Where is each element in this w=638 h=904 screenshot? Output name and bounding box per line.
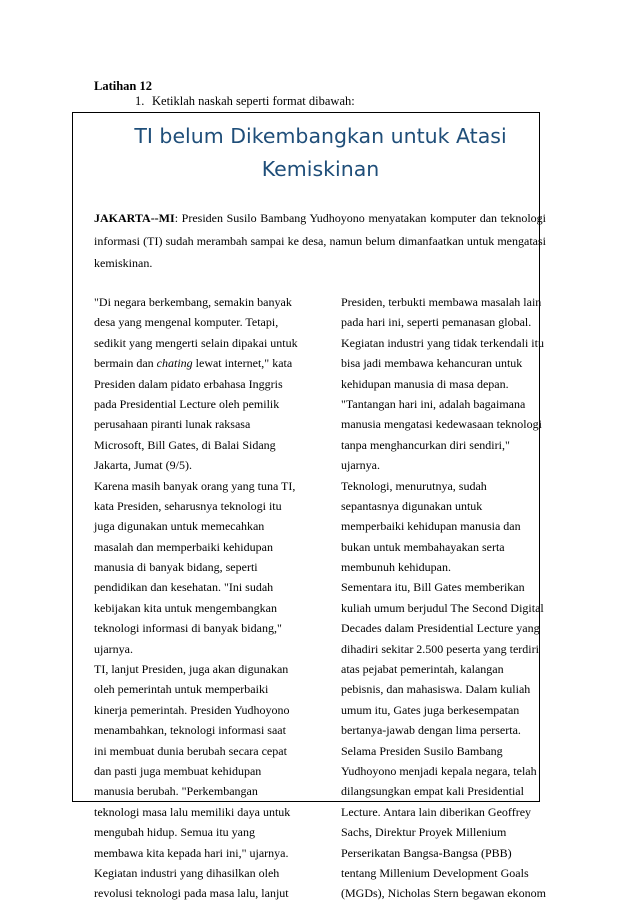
article-text-line: "Tantangan hari ini, adalah bagaimana (341, 396, 526, 411)
article-text-line: revolusi teknologi pada masa lalu, lanjut (94, 886, 289, 901)
article-title-line-1: TI belum Dikembangkan untuk Atasi (134, 124, 507, 148)
exercise-heading: Latihan 12 (94, 79, 153, 93)
article-text-line: teknologi informasi di banyak bidang," (94, 621, 282, 636)
article-text-line: TI, lanjut Presiden, juga akan digunakan (94, 662, 289, 677)
article-text-line: pada Presidential Lecture oleh pemilik (94, 396, 280, 411)
article-text-line: Karena masih banyak orang yang tuna TI, (94, 478, 296, 493)
instruction-text: Ketiklah naskah seperti format dibawah: (152, 94, 355, 108)
article-text-line: kata Presiden, seharusnya teknologi itu (94, 498, 282, 513)
instruction-item (135, 94, 355, 109)
article-text-line: Jakarta, Jumat (9/5). (94, 458, 192, 473)
article-text-line: Lecture. Antara lain diberikan Geoffrey (341, 804, 532, 819)
article-text-line: Sementara itu, Bill Gates memberikan (341, 580, 525, 595)
article-text-line: perusahaan piranti lunak raksasa (94, 417, 251, 432)
article-lead (94, 207, 546, 275)
article-text-line: Yudhoyono menjadi kepala negara, telah (341, 763, 537, 778)
article-text-line: kinerja pemerintah. Presiden Yudhoyono (94, 702, 290, 717)
article-text-line: Sachs, Direktur Proyek Millenium (341, 825, 507, 840)
article-text-line: dan pasti juga membuat kehidupan (94, 763, 262, 778)
article-text-line: dihadiri sekitar 2.500 peserta yang terdiri (341, 641, 539, 656)
article-text-line: ujarnya. (94, 641, 133, 656)
article-text-line: tanpa menghancurkan diri sendiri," (341, 437, 510, 452)
article-text-line: teknologi masa lalu memiliki daya untuk (94, 804, 291, 819)
article-text-line: bisa jadi membawa kehancuran untuk (341, 356, 523, 371)
article-text-line: desa yang mengenal komputer. Tetapi, (94, 315, 279, 330)
article-text-line: mengubah hidup. Semua itu yang (94, 825, 255, 840)
article-left-column (94, 292, 319, 904)
article-text-line: sepantasnya digunakan untuk (341, 498, 483, 513)
article-text-line: pebisnis, dan mahasiswa. Dalam kuliah (341, 682, 531, 697)
article-text-line: Presiden, terbukti membawa masalah lain (341, 295, 542, 309)
article-text-line: pada hari ini, seperti pemanasan global. (341, 315, 532, 330)
article-text-line: (MGDs), Nicholas Stern begawan ekonom (341, 886, 546, 901)
article-text-line: Kegiatan industri yang dihasilkan oleh (94, 865, 280, 880)
article-title (72, 120, 569, 186)
article-text-line: manusia mengatasi kedewasaan teknologi (341, 417, 542, 432)
article-text-line: Perserikatan Bangsa-Bangsa (PBB) (341, 845, 512, 860)
article-text-line: Teknologi, menurutnya, sudah (341, 478, 487, 493)
article-text-line: tentang Millenium Development Goals (341, 865, 529, 880)
article-title-line-2: Kemiskinan (261, 157, 380, 181)
article-text-line: ujarnya. (341, 458, 380, 473)
article-text-line: bertanya-jawab dengan lima perserta. (341, 723, 521, 738)
article-text-line: bukan untuk membahayakan serta (341, 539, 505, 554)
article-text-line: juga digunakan untuk memecahkan (94, 519, 265, 534)
article-text-line: kuliah umum berjudul The Second Digital (341, 600, 544, 615)
article-text-line: memperbaiki kehidupan manusia dan (341, 519, 521, 534)
article-text-line: menambahkan, teknologi informasi saat (94, 723, 286, 738)
article-text-line: ini membuat dunia berubah secara cepat (94, 743, 287, 758)
article-text-line: umum itu, Gates juga berkesempatan (341, 702, 520, 717)
article-text-line: bermain dan chating lewat internet," kata (94, 356, 293, 371)
article-text-line: "Di negara berkembang, semakin banyak (94, 295, 292, 309)
article-text-line: manusia di banyak bidang, seperti (94, 560, 258, 575)
article-text-line: kehidupan manusia di masa depan. (341, 376, 509, 391)
article-right-column (341, 292, 556, 904)
article-text-line: Microsoft, Bill Gates, di Balai Sidang (94, 437, 276, 452)
instruction-number: 1. (135, 94, 145, 108)
article-text-line: membunuh kehidupan. (341, 560, 451, 575)
article-text-line: oleh pemerintah untuk memperbaiki (94, 682, 269, 697)
article-text-line: sedikit yang mengerti selain dipakai untuk (94, 335, 298, 350)
article-text-line: kebijakan kita untuk mengembangkan (94, 600, 277, 615)
article-dateline: JAKARTA--MI (94, 211, 175, 225)
article-text-line: manusia berubah. "Perkembangan (94, 784, 258, 799)
article-text-line: dilangsungkan empat kali Presidential (341, 784, 524, 799)
article-text-line: masalah dan memperbaiki kehidupan (94, 539, 273, 554)
article-text-line: Selama Presiden Susilo Bambang (341, 743, 503, 758)
article-text-line: atas pejabat pemerintah, kalangan (341, 662, 504, 677)
article-text-line: Presiden dalam pidato erbahasa Inggris (94, 376, 283, 391)
article-text-line: Decades dalam Presidential Lecture yang (341, 621, 540, 636)
article-lead-text: : Presiden Susilo Bambang Yudhoyono menyatakan komputer dan teknologi informasi (TI) sudah merambah sampai ke desa, namun belum dimanfaatkan untuk mengatasi kemiskinan. (94, 211, 546, 270)
article-text-line: membawa kita kepada hari ini," ujarnya. (94, 845, 289, 860)
article-text-line: pendidikan dan kesehatan. "Ini sudah (94, 580, 274, 595)
article-text-line: Kegiatan industri yang tidak terkendali itu (341, 335, 544, 350)
